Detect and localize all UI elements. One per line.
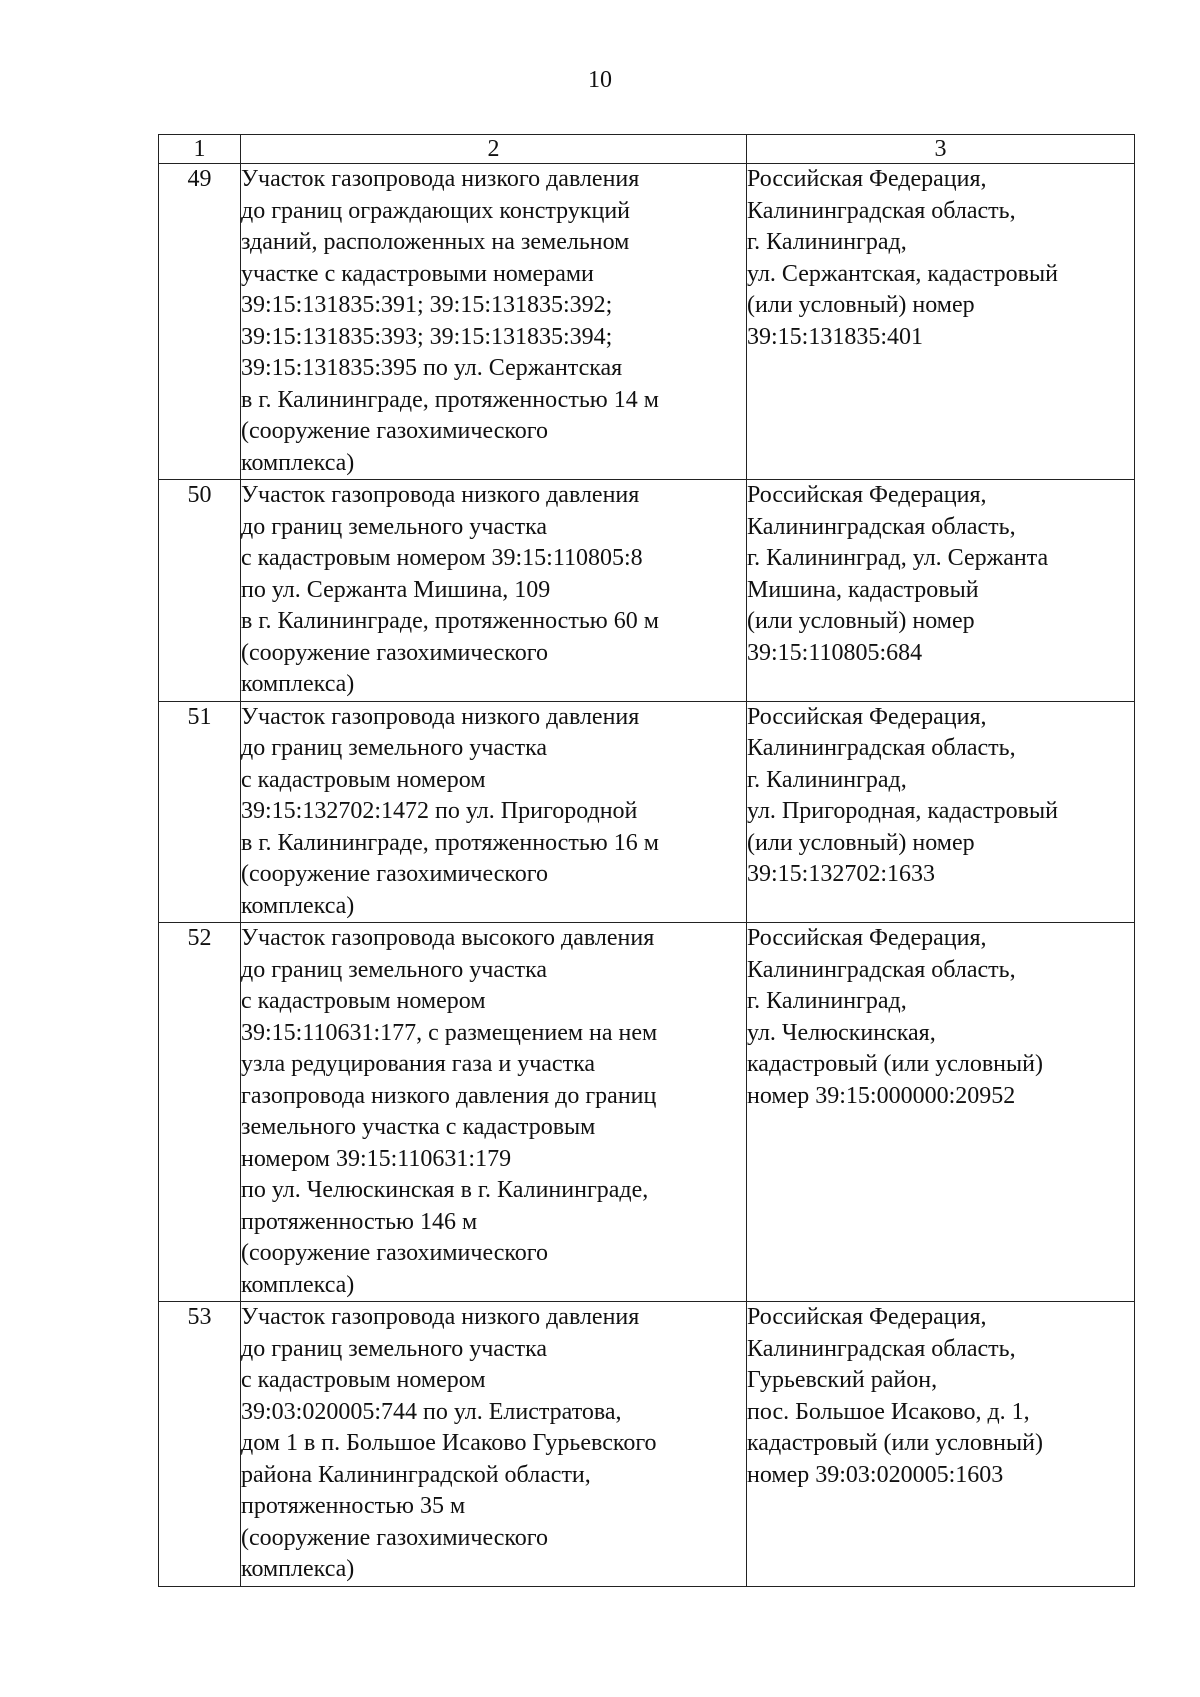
object-description <box>241 923 747 1302</box>
object-description <box>241 164 747 480</box>
description-line: с кадастровым номером <box>241 766 486 793</box>
owner-line: 39:15:110805:684 <box>747 639 923 666</box>
description-line: до границ земельного участка <box>241 1335 548 1362</box>
owner-location <box>747 1302 1135 1587</box>
description-line: по ул. Челюскинская в г. Калининграде, <box>241 1177 649 1203</box>
description-line: комплекса) <box>241 1556 355 1582</box>
description-line: до границ земельного участка <box>241 735 548 761</box>
table-body <box>159 164 1135 1587</box>
description-line: 39:03:020005:744 по ул. Елистратова, <box>241 1398 622 1425</box>
description-line: 39:15:131835:391; 39:15:131835:392; <box>241 292 613 318</box>
description-line: Участок газопровода низкого давления <box>241 703 640 730</box>
description-line: с кадастровым номером <box>241 1367 486 1393</box>
owner-location <box>747 480 1135 702</box>
description-line: (сооружение газохимического <box>241 861 549 887</box>
description-line: Участок газопровода низкого давления <box>241 1304 640 1330</box>
description-line: (сооружение газохимического <box>241 639 549 666</box>
owner-line: Калининградская область, <box>747 1335 1016 1362</box>
owner-line: (или условный) номер <box>747 608 975 634</box>
owner-line: Гурьевский район, <box>747 1367 938 1393</box>
owner-line: Калининградская область, <box>747 197 1016 224</box>
owner-line: кадастровый (или условный) <box>747 1430 1043 1456</box>
description-line: комплекса) <box>241 449 355 476</box>
owner-line: г. Калининград, <box>747 766 907 793</box>
description-line: (сооружение газохимического <box>241 1240 549 1266</box>
owner-line: номер 39:03:020005:1603 <box>747 1461 1004 1488</box>
owner-line: Мишина, кадастровый <box>747 576 979 603</box>
description-line: участке с кадастровыми номерами <box>241 260 594 287</box>
description-line: до границ ограждающих конструкций <box>241 197 631 224</box>
table-row <box>159 923 1135 1302</box>
owner-line: г. Калининград, <box>747 988 907 1014</box>
row-number: 50 <box>159 480 241 702</box>
owner-line: г. Калининград, ул. Сержанта <box>747 545 1049 571</box>
description-line: в г. Калининграде, протяженностью 16 м <box>241 829 659 856</box>
description-line: протяженностью 146 м <box>241 1208 478 1235</box>
description-line: газопровода низкого давления до границ <box>241 1082 657 1109</box>
description-line: комплекса) <box>241 892 355 919</box>
description-line: по ул. Сержанта Мишина, 109 <box>241 576 551 603</box>
page-number: 10 <box>588 67 612 93</box>
description-line: с кадастровым номером <box>241 988 486 1014</box>
description-line: в г. Калининграде, протяженностью 14 м <box>241 386 659 413</box>
column-header-owner: 3 <box>747 135 1135 164</box>
owner-line: Российская Федерация, <box>747 925 987 951</box>
table-row <box>159 701 1135 923</box>
description-line: номером 39:15:110631:179 <box>241 1145 512 1172</box>
description-line: района Калининградской области, <box>241 1461 591 1488</box>
column-header-description: 2 <box>241 135 747 164</box>
owner-line: 39:15:132702:1633 <box>747 861 936 887</box>
column-header-number: 1 <box>159 135 241 164</box>
description-line: до границ земельного участка <box>241 513 548 540</box>
owner-line: Российская Федерация, <box>747 166 987 192</box>
description-line: с кадастровым номером 39:15:110805:8 <box>241 545 643 571</box>
header-row <box>159 135 1135 164</box>
description-line: комплекса) <box>241 671 355 697</box>
description-line: 39:15:110631:177, с размещением на нем <box>241 1019 658 1046</box>
owner-line: ул. Пригородная, кадастровый <box>747 798 1058 824</box>
description-line: (сооружение газохимического <box>241 418 549 444</box>
table-row <box>159 480 1135 702</box>
row-number: 53 <box>159 1302 241 1587</box>
object-description <box>241 701 747 923</box>
owner-line: (или условный) номер <box>747 829 975 856</box>
table-row <box>159 164 1135 480</box>
owner-location <box>747 923 1135 1302</box>
owner-location <box>747 701 1135 923</box>
description-line: комплекса) <box>241 1271 355 1298</box>
description-line: Участок газопровода высокого давления <box>241 925 655 951</box>
description-line: зданий, расположенных на земельном <box>241 229 630 255</box>
property-table <box>158 134 1135 1587</box>
description-line: дом 1 в п. Большое Исаково Гурьевского <box>241 1430 657 1456</box>
owner-line: пос. Большое Исаково, д. 1, <box>747 1398 1030 1425</box>
owner-line: кадастровый (или условный) <box>747 1051 1043 1077</box>
description-line: 39:15:132702:1472 по ул. Пригородной <box>241 798 638 824</box>
table-row <box>159 1302 1135 1587</box>
owner-line: г. Калининград, <box>747 229 907 255</box>
owner-line: Российская Федерация, <box>747 703 987 730</box>
description-line: Участок газопровода низкого давления <box>241 166 640 192</box>
description-line: Участок газопровода низкого давления <box>241 482 640 508</box>
owner-line: 39:15:131835:401 <box>747 323 924 350</box>
row-number: 52 <box>159 923 241 1302</box>
owner-line: Калининградская область, <box>747 735 1016 761</box>
owner-line: Российская Федерация, <box>747 1304 987 1330</box>
owner-line: Российская Федерация, <box>747 482 987 508</box>
object-description <box>241 1302 747 1587</box>
object-description <box>241 480 747 702</box>
owner-line: (или условный) номер <box>747 292 975 318</box>
description-line: 39:15:131835:393; 39:15:131835:394; <box>241 323 613 350</box>
owner-line: ул. Челюскинская, <box>747 1019 936 1046</box>
owner-line: Калининградская область, <box>747 513 1016 540</box>
description-line: в г. Калининграде, протяженностью 60 м <box>241 608 659 634</box>
owner-line: ул. Сержантская, кадастровый <box>747 260 1058 287</box>
description-line: (сооружение газохимического <box>241 1524 549 1551</box>
row-number: 51 <box>159 701 241 923</box>
owner-location <box>747 164 1135 480</box>
owner-line: номер 39:15:000000:20952 <box>747 1082 1016 1109</box>
description-line: 39:15:131835:395 по ул. Сержантская <box>241 355 623 381</box>
description-line: протяженностью 35 м <box>241 1493 466 1519</box>
row-number: 49 <box>159 164 241 480</box>
description-line: узла редуцирования газа и участка <box>241 1051 596 1077</box>
description-line: до границ земельного участка <box>241 956 548 983</box>
owner-line: Калининградская область, <box>747 956 1016 983</box>
description-line: земельного участка с кадастровым <box>241 1114 596 1140</box>
